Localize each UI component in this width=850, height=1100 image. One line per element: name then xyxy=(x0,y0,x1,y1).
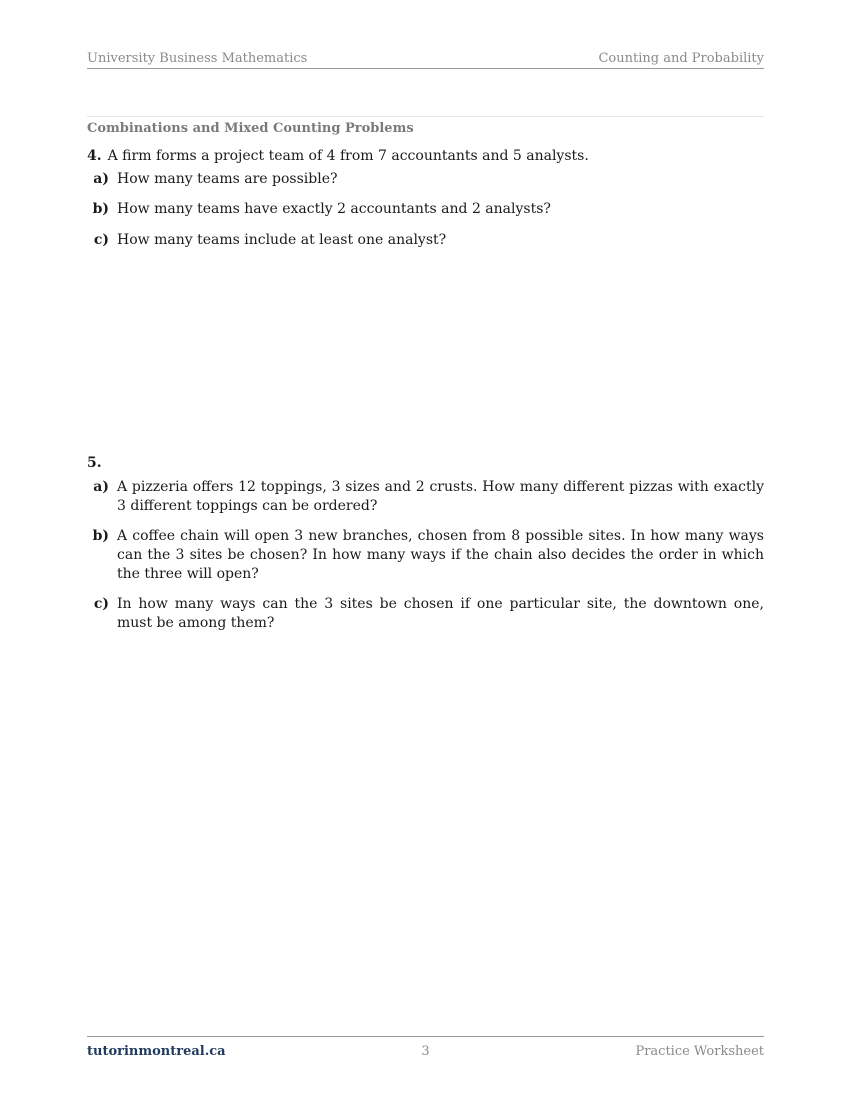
page-header xyxy=(87,50,764,69)
question-number: 5. xyxy=(87,455,102,471)
question-4-part-c xyxy=(87,231,764,250)
part-label: b) xyxy=(92,201,109,217)
part-label: c) xyxy=(93,596,109,612)
part-text: A coffee chain will open 3 new branches, chosen from 8 possible sites. In how many ways can the 3 sites be chosen? In how many ways if the chain also decides the order in which the three will open? xyxy=(117,528,764,582)
worksheet-label: Practice Worksheet xyxy=(635,1044,764,1059)
part-text: In how many ways can the 3 sites be chosen if one particular site, the downtown one, must be among them? xyxy=(117,596,764,631)
part-label: c) xyxy=(93,232,109,248)
topic-title: Counting and Probability xyxy=(598,51,764,66)
section-divider xyxy=(87,116,764,117)
part-text: How many teams have exactly 2 accountants and 2 analysts? xyxy=(117,201,551,217)
page-footer xyxy=(87,1036,764,1061)
question-5-number xyxy=(87,454,764,473)
part-text: How many teams are possible? xyxy=(117,171,338,187)
part-text: How many teams include at least one analyst? xyxy=(117,232,447,248)
question-5-part-a xyxy=(87,478,764,516)
part-label: b) xyxy=(92,528,109,544)
page-number: 3 xyxy=(421,1044,430,1059)
site-name: tutorinmontreal.ca xyxy=(87,1044,226,1059)
part-text: A pizzeria offers 12 toppings, 3 sizes and 2 crusts. How many different pizzas with exactly 3 different toppings can be ordered? xyxy=(117,479,764,514)
question-5-part-b xyxy=(87,527,764,584)
question-5-part-c xyxy=(87,595,764,633)
section-title: Combinations and Mixed Counting Problems xyxy=(87,121,414,136)
question-4-part-b xyxy=(87,200,764,219)
question-text: A firm forms a project team of 4 from 7 accountants and 5 analysts. xyxy=(107,148,589,164)
part-label: a) xyxy=(93,171,109,187)
question-4-part-a xyxy=(87,170,764,189)
course-title: University Business Mathematics xyxy=(87,51,308,66)
question-number: 4. xyxy=(87,148,102,164)
part-label: a) xyxy=(93,479,109,495)
question-4-stem xyxy=(87,147,764,166)
